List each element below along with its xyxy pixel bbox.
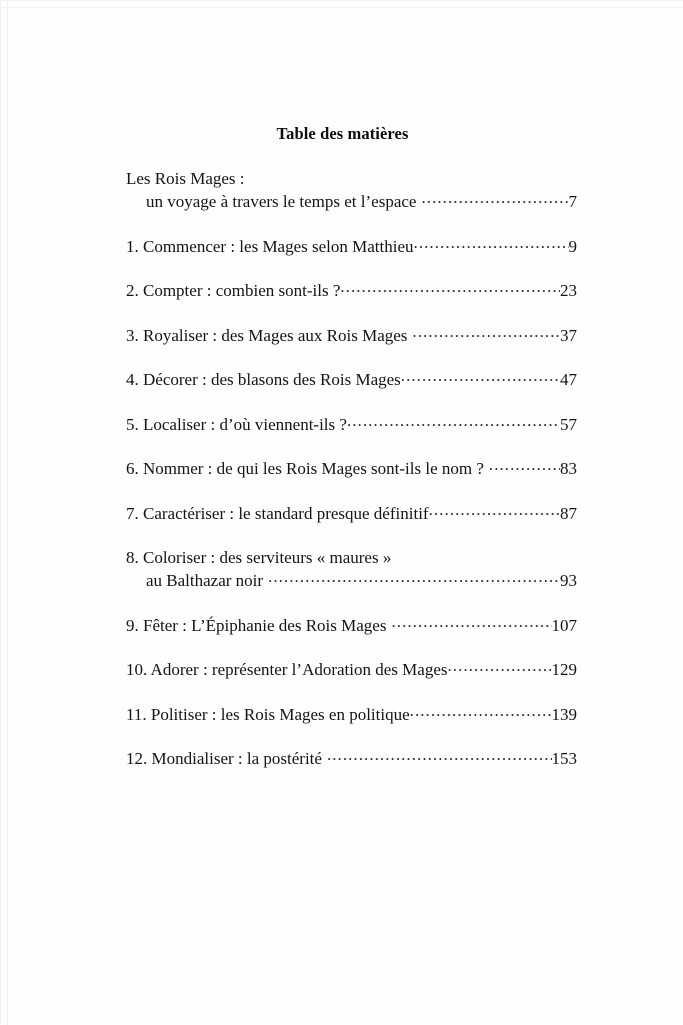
toc-entry-line [126, 324, 577, 347]
toc-entry-label: 2. Compter : combien sont-ils ? [126, 281, 341, 300]
dot-leader [410, 706, 552, 720]
toc-page-number: 83 [560, 459, 577, 478]
toc-page-number: 47 [560, 370, 577, 389]
toc-entry[interactable] [126, 279, 577, 302]
toc-entry-label: 4. Décorer : des blasons des Rois Mages [126, 370, 401, 389]
toc-entry[interactable] [126, 703, 577, 726]
toc-entry-label: 5. Localiser : d’où viennent-ils ? [126, 414, 347, 434]
toc-entry-line [126, 279, 577, 302]
toc-entry[interactable] [126, 747, 577, 770]
toc-entry-line [126, 457, 577, 480]
toc-entry-label: 3. Royaliser : des Mages aux Rois Mages [126, 325, 408, 345]
toc-page-number: 23 [560, 281, 577, 300]
toc-page-number: 129 [551, 660, 577, 679]
toc-entry[interactable] [126, 614, 577, 637]
toc-entry-line [126, 235, 577, 258]
toc-page-number: 87 [560, 503, 577, 523]
toc-entry-line [126, 167, 577, 190]
dot-leader [327, 750, 552, 764]
dot-leader [391, 617, 551, 631]
page-title: Table des matières [276, 124, 409, 143]
toc-page-number: 153 [551, 749, 577, 768]
toc-entry-label: 11. Politiser : les Rois Mages en politique [126, 704, 410, 724]
toc-entry-label: 6. Nommer : de qui les Rois Mages sont-ils le nom ? [126, 459, 484, 478]
toc-page-number: 139 [551, 704, 577, 724]
toc-entry-label: 7. Caractériser : le standard presque définitif [126, 503, 429, 523]
toc-entry-line [126, 190, 577, 213]
dot-leader [421, 193, 568, 207]
toc-entry-line [126, 569, 577, 592]
toc-entry-label: 10. Adorer : représenter l’Adoration des Mages [126, 660, 448, 679]
toc-entry-line [126, 546, 577, 569]
toc-entry[interactable] [126, 167, 577, 213]
toc-entry-label: 9. Fêter : L’Épiphanie des Rois Mages [126, 615, 387, 635]
toc-entry-line [126, 413, 577, 436]
dot-leader [268, 572, 560, 586]
toc-entry-line [126, 502, 577, 525]
toc-page-number: 7 [568, 192, 577, 211]
toc-entry[interactable] [126, 235, 577, 258]
toc-entry-label: un voyage à travers le temps et l’espace [146, 192, 417, 211]
toc-entry-line [126, 703, 577, 726]
dot-leader [429, 505, 560, 519]
toc-entry[interactable] [126, 546, 577, 592]
toc-entry-label: 8. Coloriser : des serviteurs « maures » [126, 548, 392, 567]
dot-leader [412, 327, 560, 341]
toc-entry[interactable] [126, 457, 577, 480]
toc-entry-label: au Balthazar noir [146, 571, 264, 590]
toc-entry-label: Les Rois Mages : [126, 169, 245, 188]
toc-page-number: 107 [551, 615, 577, 635]
toc-entry-line [126, 747, 577, 770]
toc-entry[interactable] [126, 658, 577, 681]
toc-entry[interactable] [126, 413, 577, 436]
toc-page-number: 93 [560, 571, 577, 590]
dot-leader [489, 460, 560, 474]
toc-entry-line [126, 614, 577, 637]
table-of-contents-list [126, 167, 577, 770]
dot-leader [414, 238, 569, 252]
toc-page-number: 57 [560, 414, 577, 434]
toc-entry[interactable] [126, 324, 577, 347]
dot-leader [447, 661, 551, 675]
toc-entry-line [126, 368, 577, 391]
toc-page-number: 9 [568, 236, 577, 256]
toc-entry[interactable] [126, 368, 577, 391]
dot-leader [340, 282, 560, 296]
dot-leader [401, 371, 560, 385]
toc-entry-line [126, 658, 577, 681]
toc-entry-label: 1. Commencer : les Mages selon Matthieu [126, 236, 414, 256]
toc-entry[interactable] [126, 502, 577, 525]
dot-leader [347, 416, 560, 430]
toc-page-number: 37 [560, 325, 577, 345]
toc-entry-label: 12. Mondialiser : la postérité [126, 749, 322, 768]
